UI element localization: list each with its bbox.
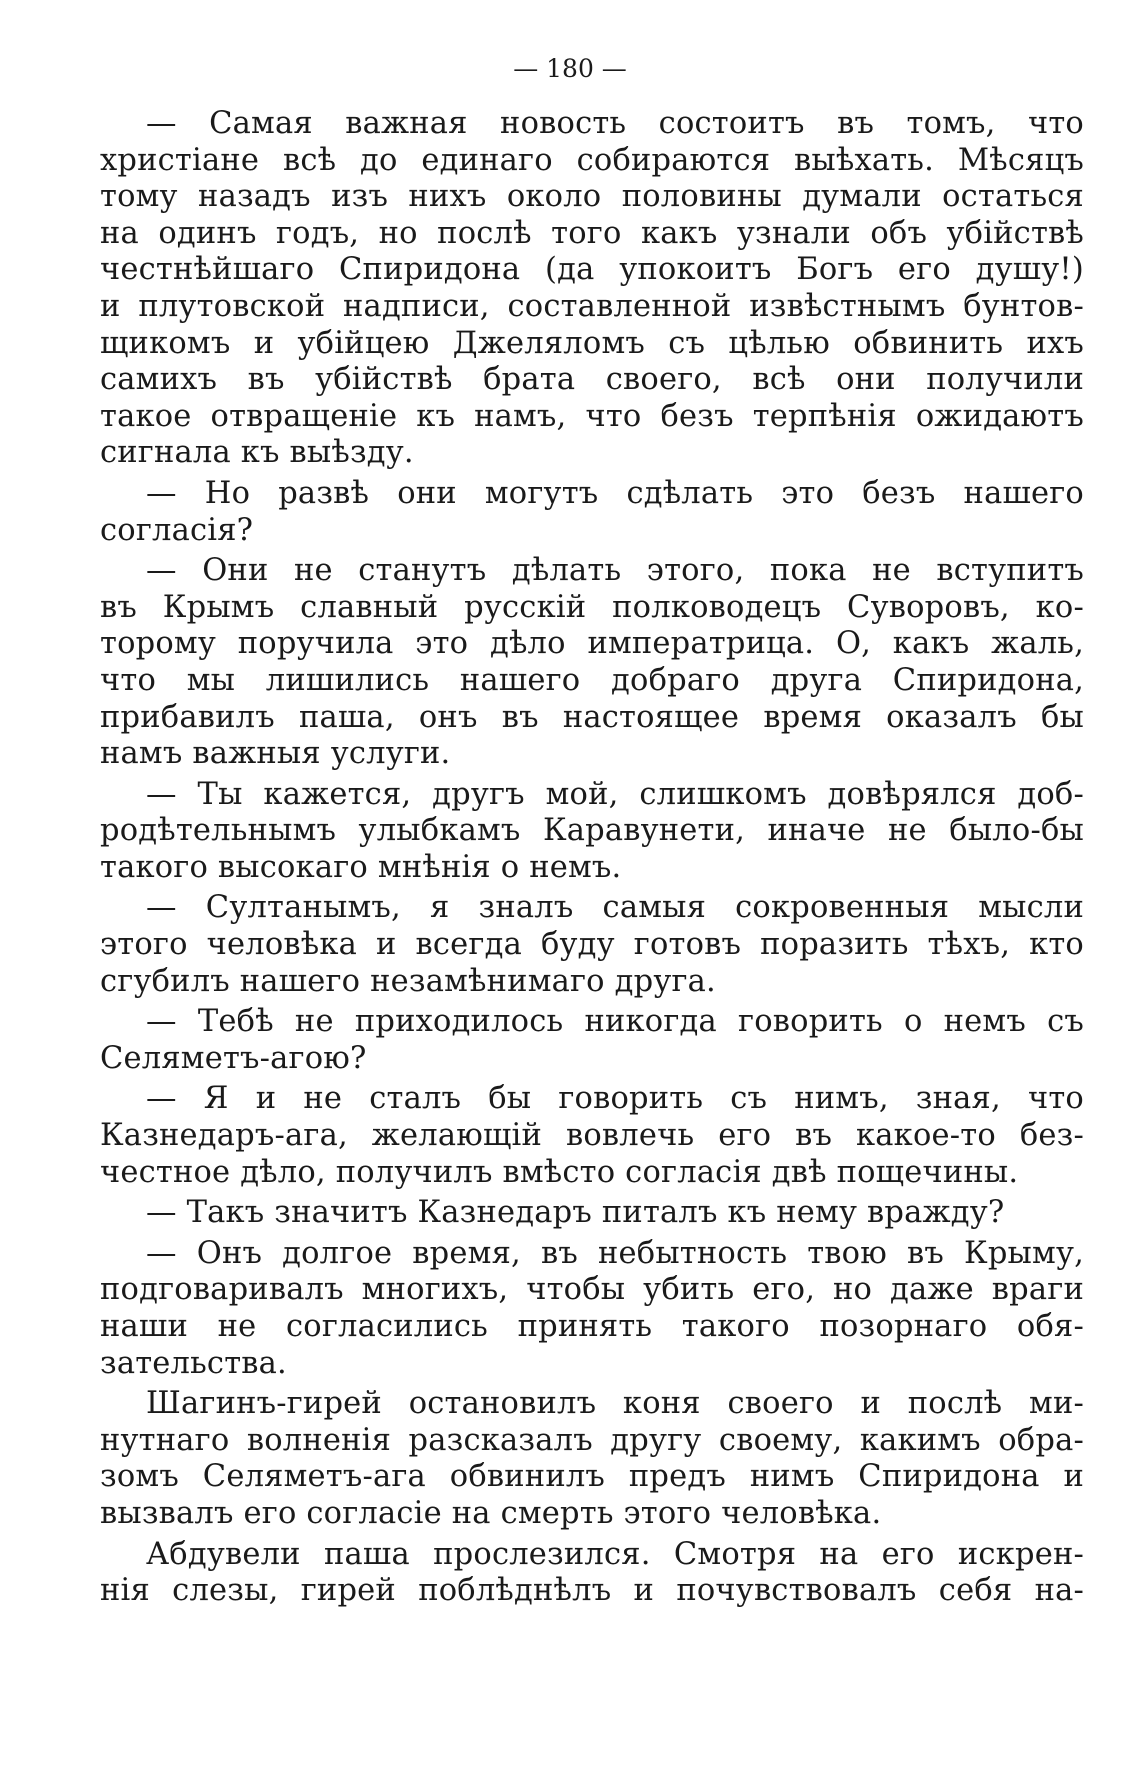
paragraph [100, 1236, 1084, 1382]
text-line: — Я и не сталъ бы говорить съ нимъ, зная, что [146, 1081, 1084, 1117]
text-line: нія слезы, гирей поблѣднѣлъ и почувствовалъ себя на- [100, 1573, 1084, 1609]
paragraph [100, 1004, 1084, 1077]
text-line: въ Крымъ славный русскій полководецъ Суворовъ, ко- [100, 589, 1084, 625]
text-line: — Такъ значитъ Казнедаръ питалъ къ нему вражду? [146, 1195, 1005, 1231]
paragraph [100, 777, 1084, 887]
paragraph [100, 1195, 1084, 1232]
text-line: щикомъ и убійцею Джеляломъ съ цѣлью обвинить ихъ [100, 325, 1084, 361]
text-line: зомъ Селяметъ-ага обвинилъ предъ нимъ Спиридона и [100, 1459, 1084, 1495]
text-line: — Самая важная новость состоитъ въ томъ, что [146, 106, 1084, 141]
text-line: Казнедаръ-ага, желающій вовлечь его въ какое-то без- [100, 1118, 1084, 1154]
text-line: этого человѣка и всегда буду готовъ поразить тѣхъ, кто [100, 927, 1084, 963]
text-line: честное дѣло, получилъ вмѣсто согласія двѣ пощечины. [100, 1154, 1019, 1190]
text-line: подговаривалъ многихъ, чтобы убить его, но даже враги [100, 1272, 1084, 1308]
text-line: согласія? [100, 512, 254, 548]
text-line: наши не согласились принять такого позорнаго обя- [100, 1309, 1084, 1344]
text-line: — Но развѣ они могутъ сдѣлать это безъ нашего [146, 475, 1084, 511]
text-line: нутнаго волненія разсказалъ другу своему, какимъ обра- [100, 1422, 1084, 1458]
text-line: честнѣйшаго Спиридона (да упокоитъ Богъ его душу!) [100, 252, 1084, 288]
text-line: самихъ въ убійствѣ брата своего, всѣ они получили [100, 362, 1084, 398]
text-line: и плутовской надписи, составленной извѣстнымъ бунтов- [100, 288, 1084, 324]
body-text [100, 106, 1084, 1610]
paragraph [100, 476, 1084, 549]
text-line: сигнала къ выѣзду. [100, 435, 414, 471]
paragraph [100, 1537, 1084, 1610]
text-line: — Онъ долгое время, въ небытность твою въ Крыму, [146, 1235, 1084, 1271]
text-line: — Тебѣ не приходилось никогда говорить о немъ съ [146, 1004, 1084, 1040]
paragraph [100, 106, 1084, 472]
text-line: намъ важныя услуги. [100, 736, 451, 772]
text-line: тому назадъ изъ нихъ около половины думали остаться [100, 179, 1084, 215]
text-line: на одинъ годъ, но послѣ того какъ узнали объ убійствѣ [100, 215, 1084, 251]
text-line: родѣтельнымъ улыбкамъ Каравунети, иначе не было-бы [100, 813, 1084, 849]
text-line: христіане всѣ до единаго собираются выѣхать. Мѣсяцъ [100, 142, 1084, 178]
text-line: такого высокаго мнѣнія о немъ. [100, 849, 622, 885]
paragraph [100, 890, 1084, 1000]
text-line: такое отвращеніе къ намъ, что безъ терпѣнія ожидаютъ [100, 398, 1084, 434]
text-line: Абдувели паша прослезился. Смотря на его искрен- [146, 1536, 1084, 1572]
text-line: — Ты кажется, другъ мой, слишкомъ довѣрялся доб- [146, 776, 1084, 812]
page-number: — 180 — [513, 54, 627, 83]
paragraph [100, 1081, 1084, 1191]
text-line: сгубилъ нашего незамѣнимаго друга. [100, 963, 716, 999]
text-line: прибавилъ паша, онъ въ настоящее время оказалъ бы [100, 699, 1084, 735]
text-line: зательства. [100, 1345, 287, 1381]
paragraph [100, 1386, 1084, 1532]
text-line: Селяметъ-агою? [100, 1040, 367, 1076]
text-line: вызвалъ его согласіе на смерть этого человѣка. [100, 1495, 882, 1531]
text-line: что мы лишились нашего добраго друга Спиридона, [100, 662, 1084, 698]
paragraph [100, 553, 1084, 773]
text-line: торому поручила это дѣло императрица. О, какъ жаль, [100, 626, 1084, 662]
text-line: — Султанымъ, я зналъ самыя сокровенныя мысли [146, 890, 1084, 926]
text-line: Шагинъ-гирей остановилъ коня своего и послѣ ми- [146, 1386, 1084, 1422]
text-line: — Они не станутъ дѣлать этого, пока не вступитъ [146, 553, 1084, 589]
